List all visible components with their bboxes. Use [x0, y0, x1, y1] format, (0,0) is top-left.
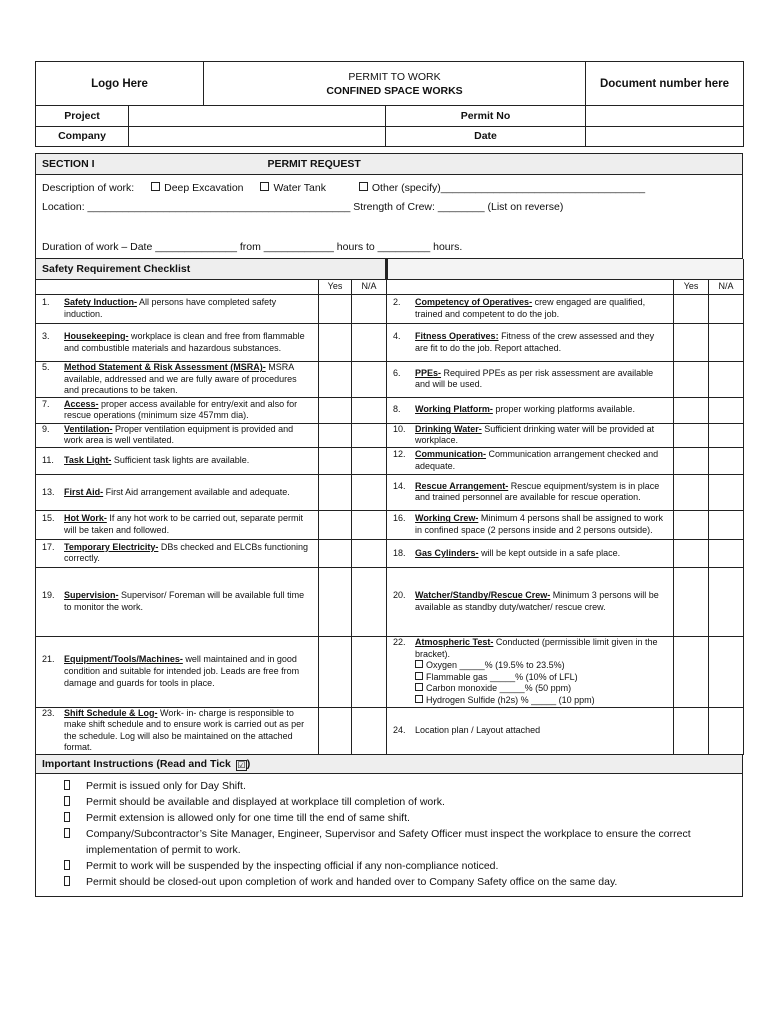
item-number: 9.	[42, 423, 50, 434]
project-table	[35, 106, 744, 147]
na-cell[interactable]	[352, 324, 387, 362]
yes-cell[interactable]	[674, 707, 709, 754]
na-cell[interactable]	[352, 397, 387, 423]
checklist-item	[387, 707, 674, 754]
item-number: 18.	[393, 547, 406, 558]
item-text: Method Statement & Risk Assessment (MSRA)- MSRA available, addressed and we are fully aware of procedures and precautions to be taken.	[64, 362, 297, 396]
section-label: SECTION I	[42, 157, 95, 170]
checklist-row	[36, 447, 744, 474]
checklist-item	[36, 423, 319, 447]
na-cell[interactable]	[709, 510, 744, 539]
yes-cell[interactable]	[674, 362, 709, 398]
item-text: Competency of Operatives- crew engaged are qualified, trained and competent to do the job.	[415, 297, 646, 319]
company-label: Company	[36, 126, 129, 146]
item-text: Access- proper access available for entry/exit and also for rescue operations (minimum size 457mm dia).	[64, 398, 298, 421]
company-field[interactable]	[129, 126, 386, 146]
na-cell[interactable]	[352, 510, 387, 539]
checklist-item	[387, 295, 674, 324]
instruction-item: Permit to work will be suspended by the inspecting official if any non-compliance noticed.	[64, 860, 742, 876]
checklist-row	[36, 539, 744, 567]
checklist-table	[35, 259, 744, 755]
na-cell[interactable]	[352, 423, 387, 447]
instruction-item: Permit is issued only for Day Shift.	[64, 780, 742, 796]
item-number: 5.	[42, 362, 50, 372]
bullet-icon	[64, 780, 70, 790]
item-text: Drinking Water- Sufficient drinking water will be provided at workplace.	[415, 423, 655, 446]
checklist-item	[36, 707, 319, 754]
yes-cell[interactable]	[674, 636, 709, 707]
logo-placeholder: Logo Here	[36, 62, 204, 106]
na-cell[interactable]	[352, 362, 387, 398]
instruction-item: Permit extension is allowed only for one time till the end of same shift.	[64, 812, 742, 828]
na-cell[interactable]	[352, 707, 387, 754]
na-cell[interactable]	[352, 567, 387, 636]
checkbox-icon[interactable]	[415, 660, 423, 668]
item-number: 17.	[42, 541, 55, 552]
item-number: 8.	[393, 404, 401, 415]
checklist-item	[36, 324, 319, 362]
item-text: Rescue Arrangement- Rescue equipment/system is in place and trained personnel are available for rescue operation.	[415, 480, 660, 503]
checklist-row	[36, 707, 744, 754]
item-number: 22.	[393, 636, 406, 647]
item-number: 6.	[393, 367, 401, 378]
checklist-item	[387, 636, 674, 707]
instructions-title: Important Instructions (Read and Tick ☑)	[36, 755, 743, 774]
na-cell[interactable]	[352, 295, 387, 324]
title-line2: CONFINED SPACE WORKS	[326, 84, 463, 97]
na-cell[interactable]	[709, 567, 744, 636]
item-number: 12.	[393, 449, 406, 460]
yes-cell[interactable]	[319, 295, 352, 324]
checkbox-icon[interactable]	[151, 182, 160, 191]
checklist-row	[36, 295, 744, 324]
duration-row: Duration of work – Date ______________ from ____________ hours to _________ hours.	[42, 240, 463, 253]
gas-item[interactable]: Hydrogen Sulfide (h2s) % _____ (10 ppm)	[415, 695, 669, 707]
description-row	[42, 182, 742, 194]
instructions-table	[35, 755, 743, 898]
location-row: Location: _____________________________________________ Strength of Crew: ________ (List on reverse)	[42, 200, 564, 213]
item-number: 11.	[42, 455, 54, 466]
item-text: Location plan / Layout attached	[415, 724, 541, 735]
item-text: Fitness Operatives: Fitness of the crew assessed and they are fit to do the job. Report attached.	[415, 330, 655, 353]
instruction-item: Permit should be available and displayed at workplace till completion of work.	[64, 796, 742, 812]
yes-cell[interactable]	[319, 423, 352, 447]
yes-cell[interactable]	[319, 707, 352, 754]
na-header: N/A	[352, 280, 387, 295]
item-text: PPEs- Required PPEs as per risk assessment are available and will be used.	[415, 367, 654, 390]
item-text: Gas Cylinders- will be kept outside in a safe place.	[415, 547, 621, 558]
checklist-row	[36, 636, 744, 707]
document-number: Document number here	[586, 62, 744, 106]
yes-cell[interactable]	[319, 362, 352, 398]
na-header: N/A	[709, 280, 744, 295]
item-text: First Aid- First Aid arrangement available and adequate.	[64, 486, 290, 497]
yes-cell[interactable]	[674, 295, 709, 324]
yes-cell[interactable]	[319, 324, 352, 362]
item-number: 4.	[393, 330, 401, 341]
na-cell[interactable]	[709, 423, 744, 447]
item-text: Temporary Electricity- DBs checked and ELCBs functioning correctly.	[64, 541, 308, 564]
checklist-title: Safety Requirement Checklist	[36, 259, 387, 280]
gas-item[interactable]: Flammable gas _____% (10% of LFL)	[415, 672, 669, 684]
item-text: Working Platform- proper working platforms available.	[415, 404, 635, 415]
item-text: Watcher/Standby/Rescue Crew- Minimum 3 persons will be available as standby duty/watcher/ rescue crew.	[415, 590, 659, 612]
yes-cell[interactable]	[674, 510, 709, 539]
item-number: 10.	[393, 423, 406, 434]
checklist-item	[36, 510, 319, 539]
checkbox-icon[interactable]	[415, 683, 423, 691]
description-label: Description of work:	[42, 181, 135, 194]
section1-table	[35, 153, 743, 259]
checklist-row	[36, 474, 744, 510]
na-cell[interactable]	[709, 295, 744, 324]
item-number: 20.	[393, 590, 406, 601]
na-cell[interactable]	[352, 447, 387, 474]
item-number: 7.	[42, 398, 50, 409]
na-cell[interactable]	[352, 539, 387, 567]
project-label: Project	[36, 106, 129, 126]
checklist-row	[36, 397, 744, 423]
yes-cell[interactable]	[319, 567, 352, 636]
checklist-row	[36, 362, 744, 398]
yes-cell[interactable]	[319, 539, 352, 567]
title-line1: PERMIT TO WORK	[348, 70, 441, 83]
item-text: Atmospheric Test- Conducted (permissible limit given in the bracket). Oxygen _____% (19.5% to 23.5%) Flammable gas _____% (10% of LFL) Carbon monoxide _____% (50 ppm) Hydrogen Sulfide (h2s) % _____ (10 ppm)	[415, 637, 673, 707]
bullet-icon	[64, 812, 70, 822]
item-number: 16.	[393, 513, 406, 524]
checklist-item	[387, 324, 674, 362]
checklist-item	[387, 423, 674, 447]
water-tank-option[interactable]: Water Tank	[260, 182, 326, 194]
gas-list	[415, 660, 669, 706]
na-cell[interactable]	[709, 539, 744, 567]
na-cell[interactable]	[709, 447, 744, 474]
permit-no-field[interactable]	[586, 106, 744, 126]
checkbox-icon[interactable]	[359, 182, 368, 191]
na-cell[interactable]	[709, 636, 744, 707]
item-text: Supervision- Supervisor/ Foreman will be available full time to monitor the work.	[64, 590, 305, 612]
instruction-item-cont: implementation of permit to work.	[86, 844, 241, 857]
item-number: 23.	[42, 707, 55, 718]
checklist-item	[36, 539, 319, 567]
other-option[interactable]: Other (specify)___________________________________	[359, 182, 645, 194]
checklist-row	[36, 324, 744, 362]
gas-item[interactable]: Carbon monoxide _____% (50 ppm)	[415, 683, 669, 695]
yes-cell[interactable]	[319, 474, 352, 510]
section-title: PERMIT REQUEST	[267, 157, 361, 170]
checkbox-icon[interactable]	[260, 182, 269, 191]
item-text: Housekeeping- workplace is clean and free from flammable and combustible materials and hazardous substances.	[64, 330, 305, 353]
na-cell[interactable]	[709, 474, 744, 510]
item-number: 14.	[393, 480, 406, 491]
yes-cell[interactable]	[674, 324, 709, 362]
checklist-item	[36, 567, 319, 636]
checklist-item	[36, 295, 319, 324]
na-cell[interactable]	[709, 362, 744, 398]
checklist-row	[36, 510, 744, 539]
yes-cell[interactable]	[674, 423, 709, 447]
na-cell[interactable]	[352, 636, 387, 707]
checklist-item	[36, 447, 319, 474]
checklist-item	[387, 362, 674, 398]
item-number: 19.	[42, 590, 55, 601]
bullet-icon	[64, 828, 70, 838]
item-number: 21.	[42, 654, 55, 665]
checklist-item	[36, 636, 319, 707]
checklist-item	[387, 567, 674, 636]
item-text: Equipment/Tools/Machines- well maintained and in good condition and suitable for intended job. Leads are free from damage and guards for tools in place.	[64, 654, 300, 688]
title-cell	[204, 62, 586, 106]
item-text: Task Light- Sufficient task lights are available.	[64, 455, 250, 466]
na-cell[interactable]	[709, 707, 744, 754]
item-text: Working Crew- Minimum 4 persons shall be assigned to work in confined space (2 persons inside and 2 persons outside).	[415, 513, 663, 535]
item-text: Hot Work- If any hot work to be carried out, separate permit will be taken and followed.	[64, 513, 303, 535]
permit-form	[35, 61, 743, 897]
yes-cell[interactable]	[674, 474, 709, 510]
item-number: 15.	[42, 513, 55, 524]
yes-cell[interactable]	[674, 567, 709, 636]
item-text: Safety Induction- All persons have completed safety induction.	[64, 297, 277, 319]
item-text: Shift Schedule & Log- Work- in- charge is responsible to make shift schedule and to ensure work is carried out as per the schedule. Log will also be maintained on the attached format.	[64, 707, 305, 753]
checklist-item	[387, 397, 674, 423]
item-number: 13.	[42, 486, 55, 497]
date-label: Date	[386, 126, 586, 146]
instruction-item: Permit should be closed-out upon completion of work and handed over to Company Safety office on the same day.	[64, 876, 742, 892]
permit-no-label: Permit No	[386, 106, 586, 126]
yes-cell[interactable]	[674, 397, 709, 423]
checklist-item	[36, 397, 319, 423]
checklist-item	[387, 447, 674, 474]
yes-cell[interactable]	[319, 447, 352, 474]
checklist-item	[387, 539, 674, 567]
checkbox-icon[interactable]	[415, 695, 423, 703]
instruction-item: Company/Subcontractor’s Site Manager, Engineer, Supervisor and Safety Officer must inspect the workplace to ensure the correct	[64, 828, 742, 844]
checklist-item	[36, 474, 319, 510]
checklist-row	[36, 423, 744, 447]
checklist-item	[36, 362, 319, 398]
yes-header: Yes	[319, 280, 352, 295]
yes-cell[interactable]	[674, 539, 709, 567]
yes-header: Yes	[674, 280, 709, 295]
na-cell[interactable]	[709, 397, 744, 423]
date-field[interactable]	[586, 126, 744, 146]
gas-item[interactable]: Oxygen _____% (19.5% to 23.5%)	[415, 660, 669, 672]
yes-cell[interactable]	[319, 636, 352, 707]
bullet-icon	[64, 796, 70, 806]
checklist-item	[387, 510, 674, 539]
item-number: 24.	[393, 724, 406, 735]
deep-excavation-option[interactable]: Deep Excavation	[151, 182, 243, 194]
item-number: 2.	[393, 297, 401, 308]
checklist-item	[387, 474, 674, 510]
header-table	[35, 61, 744, 106]
item-text: Communication- Communication arrangement checked and adequate.	[415, 449, 659, 471]
checkbox-icon[interactable]	[415, 672, 423, 680]
instructions-list	[36, 774, 743, 897]
na-cell[interactable]	[352, 474, 387, 510]
yes-cell[interactable]	[319, 510, 352, 539]
item-text: Ventilation- Proper ventilation equipment is provided and work area is well ventilated.	[64, 423, 294, 446]
permit-request-body	[36, 174, 743, 258]
item-number: 3.	[42, 330, 50, 341]
yes-cell[interactable]	[319, 397, 352, 423]
project-field[interactable]	[129, 106, 386, 126]
yes-cell[interactable]	[674, 447, 709, 474]
checklist-row	[36, 567, 744, 636]
section1-header	[36, 153, 743, 174]
tick-box-icon: ☑	[237, 759, 246, 770]
item-number: 1.	[42, 297, 50, 308]
na-cell[interactable]	[709, 324, 744, 362]
bullet-icon	[64, 876, 70, 886]
bullet-icon	[64, 860, 70, 870]
